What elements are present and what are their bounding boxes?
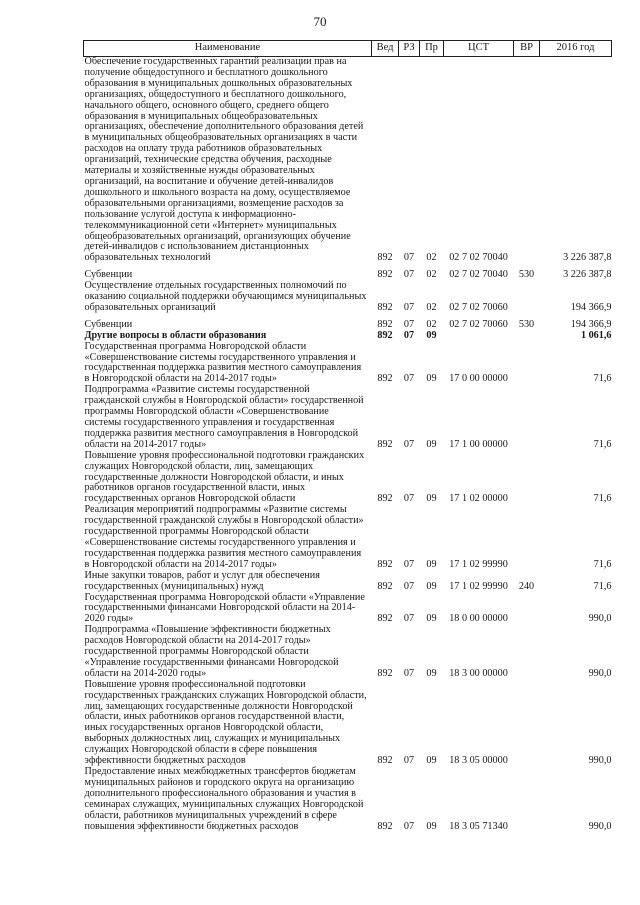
row-pr: 02 — [426, 252, 437, 264]
row-vr — [514, 451, 540, 506]
row-name: Обеспечение государственных гарантий реализации прав на получение общедоступного и бесплатного дошкольного образования в муниципальных дошкольных образовательных организациях, общедоступного и бесплатного дошкольного, начального общего, основного общего, среднего общего образования в муниципальных общеобразовательных организациях, обеспечение дополнительного образования детей в муниципальных общеобразовательных организациях в части расходов на оплату труда работников образовательных организаций, технические средства обучения, расходные материалы и хозяйственные нужды образовательных организаций, на воспитание и обучение детей-инвалидов дошкольного и школьного возраста на дому, осуществляемое образовательными организациями, возмещение расходов за пользование услугой доступа к информационно-телекоммуникационной сети «Интернет» муниципальных общеобразовательных организаций, организующих обучение детей-инвалидов с использованием дистанционных образовательных технологий — [84, 56, 364, 264]
header-ved: Вед — [372, 41, 399, 57]
row-pr: 09 — [426, 755, 437, 767]
row-cst: 02 7 02 70040 — [449, 269, 508, 281]
row-pr: 02 — [426, 318, 437, 330]
row-pr: 09 — [426, 329, 437, 341]
row-cst — [444, 331, 514, 342]
row-cst: 17 1 02 99990 — [449, 558, 508, 570]
row-cst: 18 3 05 71340 — [449, 820, 508, 832]
row-pr: 09 — [426, 438, 437, 450]
row-rz: 07 — [403, 667, 415, 679]
table-row — [84, 571, 612, 593]
row-ved: 892 — [377, 329, 393, 341]
header-name: Наименование — [84, 41, 372, 57]
row-cst: 18 3 05 00000 — [449, 755, 508, 767]
row-pr: 09 — [426, 820, 437, 832]
row-sum: 71,6 — [593, 438, 612, 450]
row-cst: 02 7 02 70060 — [449, 301, 508, 313]
row-vr: 530 — [518, 269, 535, 281]
row-pr: 09 — [426, 580, 437, 592]
row-ved: 892 — [377, 269, 393, 281]
row-vr — [514, 331, 540, 342]
row-ved: 892 — [377, 318, 393, 330]
row-name: Повышение уровня профессиональной подготовки государственных гражданских служащих Новгородской области, лиц, замещающих государственные должности Новгородской области, иных работников органов государственной власти, иных государственных органов Новгородской области, выборных должностных лиц, служащих и муниципальных служащих Новгородской области в сфере повышения эффективности бюджетных расходов — [84, 678, 367, 767]
row-cst: 17 0 00 00000 — [449, 373, 508, 385]
row-vr — [514, 342, 540, 386]
row-rz: 07 — [403, 558, 415, 570]
row-name: Предоставление иных межбюджетных трансфертов бюджетам муниципальных районов и городского округа на организацию дополнительного профессионального образования и участия в семинарах служащих, муниципальных служащих Новгородской области, работников муниципальных учреждений в сфере повышения эффективности бюджетных расходов — [84, 766, 364, 832]
row-ved: 892 — [377, 558, 393, 570]
row-sum: 71,6 — [593, 373, 612, 385]
row-sum: 990,0 — [588, 820, 612, 832]
row-pr: 09 — [426, 373, 437, 385]
row-vr — [514, 281, 540, 314]
row-vr — [514, 767, 540, 832]
row-sum: 990,0 — [588, 755, 612, 767]
table-row — [84, 505, 612, 570]
row-name: Субвенции — [84, 269, 133, 281]
row-pr: 09 — [426, 667, 437, 679]
row-name: Государственная программа Новгородской области «Совершенствование системы государственного управления и государственная поддержка развития местного самоуправления в Новгородской области на 2014-2017 годы» — [84, 340, 362, 385]
row-rz: 07 — [403, 438, 415, 450]
row-cst: 02 7 02 70040 — [449, 252, 508, 264]
row-sum: 3 226 387,8 — [563, 252, 612, 264]
row-vr: 240 — [518, 580, 535, 592]
row-rz: 07 — [403, 755, 415, 767]
row-vr — [514, 625, 540, 680]
header-vr: ВР — [514, 41, 540, 57]
row-ved: 892 — [377, 613, 393, 625]
row-sum: 71,6 — [593, 493, 612, 505]
table-row — [84, 385, 612, 450]
row-rz: 07 — [403, 373, 415, 385]
row-name: Подпрограмма «Повышение эффективности бюджетных расходов Новгородской области на 2014-2017 годы» государственной программы Новгородской области «Управление государственными финансами Новгородской области на 2014-2020 годы» — [84, 624, 339, 679]
header-year: 2016 год — [540, 41, 612, 57]
page-number: 70 — [313, 14, 327, 29]
header-pr: Пр — [420, 41, 444, 57]
row-name: Другие вопросы в области образования — [84, 329, 267, 341]
table-row — [84, 342, 612, 386]
row-sum: 3 226 387,8 — [563, 269, 612, 281]
row-pr: 02 — [426, 269, 437, 281]
table-row — [84, 593, 612, 626]
row-sum: 1 061,6 — [580, 329, 612, 341]
row-ved: 892 — [377, 755, 393, 767]
row-name: Государственная программа Новгородской области «Управление государственными финансами Новгородской области на 2014-2020 годы» — [84, 591, 365, 625]
row-ved: 892 — [377, 667, 393, 679]
table-row — [84, 625, 612, 680]
row-rz: 07 — [403, 318, 415, 330]
row-name: Субвенции — [84, 318, 133, 330]
row-cst: 17 1 02 99990 — [449, 580, 508, 592]
row-name: Реализация мероприятий подпрограммы «Развитие системы государственной гражданской службы в Новгородской области» государственной программы Новгородской области «Совершенствование системы государственного управления и государственная поддержка развития местного самоуправления в Новгородской области на 2014-2017 годы» — [84, 504, 364, 570]
row-vr — [514, 57, 540, 265]
row-rz: 07 — [403, 252, 415, 264]
row-name: Иные закупки товаров, работ и услуг для обеспечения государственных (муниципальных) нужд — [84, 569, 320, 592]
header-cst: ЦСТ — [444, 41, 514, 57]
row-vr — [514, 505, 540, 570]
row-ved: 892 — [377, 493, 393, 505]
row-name: Повышение уровня профессиональной подготовки гражданских служащих Новгородской области, лиц, замещающих государственные должности Новгородской области, и иных работников органов государственной власти, иных государственных органов Новгородской области — [84, 449, 365, 505]
row-pr: 09 — [426, 558, 437, 570]
row-vr: 530 — [518, 318, 535, 330]
row-cst: 17 1 00 00000 — [449, 438, 508, 450]
table-row — [84, 57, 612, 265]
row-cst: 17 1 02 00000 — [449, 493, 508, 505]
row-pr: 09 — [426, 613, 437, 625]
row-sum: 71,6 — [593, 558, 612, 570]
row-ved: 892 — [377, 301, 393, 313]
row-name: Осуществление отдельных государственных полномочий по оказанию социальной поддержки обучающимся муниципальных образовательных организаций — [84, 280, 367, 313]
table-row — [84, 767, 612, 832]
row-pr: 09 — [426, 493, 437, 505]
row-cst: 02 7 02 70060 — [449, 318, 508, 330]
budget-table — [83, 40, 612, 832]
row-vr — [514, 385, 540, 450]
row-rz: 07 — [403, 820, 415, 832]
row-ved: 892 — [377, 373, 393, 385]
row-cst: 18 0 00 00000 — [449, 613, 508, 625]
row-rz: 07 — [403, 613, 415, 625]
table-header-row — [84, 41, 612, 57]
row-sum: 194 366,9 — [570, 318, 612, 330]
row-sum: 194 366,9 — [570, 301, 612, 313]
row-ved: 892 — [377, 580, 393, 592]
row-sum: 71,6 — [593, 580, 612, 592]
table-row — [84, 281, 612, 314]
row-vr — [514, 593, 540, 626]
row-vr — [514, 680, 540, 767]
row-sum: 990,0 — [588, 613, 612, 625]
row-ved: 892 — [377, 252, 393, 264]
row-cst: 18 3 00 00000 — [449, 667, 508, 679]
row-rz: 07 — [403, 269, 415, 281]
row-ved: 892 — [377, 820, 393, 832]
row-sum: 990,0 — [588, 667, 612, 679]
row-rz: 07 — [403, 301, 415, 313]
table-row — [84, 451, 612, 506]
row-name: Подпрограмма «Развитие системы государственной гражданской службы в Новгородской области» государственной программы Новгородской области «Совершенствование системы государственного управления и государственная поддержка развития местного самоуправления в Новгородской области на 2014-2017 годы» — [84, 384, 364, 450]
row-pr: 02 — [426, 301, 437, 313]
row-rz: 07 — [403, 493, 415, 505]
table-row — [84, 680, 612, 767]
row-ved: 892 — [377, 438, 393, 450]
header-rz: РЗ — [399, 41, 420, 57]
row-rz: 07 — [403, 329, 415, 341]
row-rz: 07 — [403, 580, 415, 592]
